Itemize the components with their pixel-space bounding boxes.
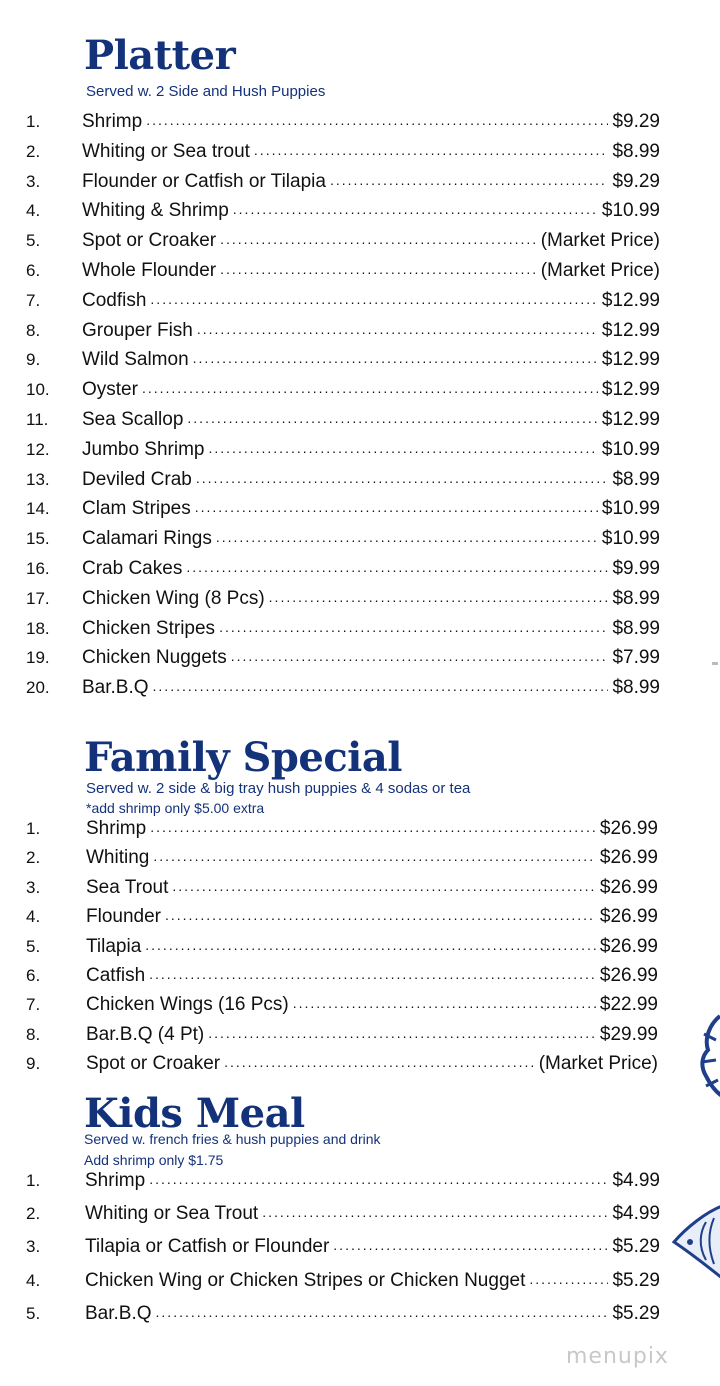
menu-item-row xyxy=(0,874,720,902)
item-name: Sea Trout xyxy=(86,876,169,898)
item-number: 9. xyxy=(26,1054,41,1074)
dot-leader xyxy=(187,409,597,431)
item-number: 17. xyxy=(26,588,50,608)
item-name: Flounder xyxy=(86,906,161,928)
item-name: Flounder or Catfish or Tilapia xyxy=(82,170,326,192)
dot-leader xyxy=(224,1053,535,1075)
item-name: Sea Scallop xyxy=(82,409,184,430)
dot-leader xyxy=(233,200,598,222)
section-title: Family Special xyxy=(84,734,402,781)
section-title: Kids Meal xyxy=(84,1090,305,1137)
item-name: Chicken Nuggets xyxy=(82,647,227,669)
item-name: Jumbo Shrimp xyxy=(82,438,205,460)
item-name: Bar.B.Q xyxy=(82,677,149,699)
item-number: 2. xyxy=(26,848,41,868)
item-number: 6. xyxy=(26,261,41,280)
dot-leader xyxy=(333,1236,608,1258)
watermark: menupix xyxy=(566,1344,669,1369)
item-price: $12.99 xyxy=(601,319,660,341)
dot-leader xyxy=(220,260,537,282)
item-name: Oyster xyxy=(82,379,138,401)
dot-leader xyxy=(262,1203,608,1225)
item-number: 12. xyxy=(26,439,50,459)
item-price: $10.99 xyxy=(601,528,660,550)
item-number: 1. xyxy=(26,1171,41,1190)
item-price: $26.99 xyxy=(599,876,658,898)
item-price: $7.99 xyxy=(612,647,660,669)
item-name: Chicken Wings (16 Pcs) xyxy=(86,994,289,1016)
dot-leader xyxy=(197,320,598,342)
item-number: 9. xyxy=(26,350,41,370)
menu-item-row xyxy=(0,1200,720,1228)
dot-leader xyxy=(293,994,596,1016)
item-price: $8.99 xyxy=(612,468,660,490)
item-number: 8. xyxy=(26,320,41,340)
item-name: Grouper Fish xyxy=(82,319,193,341)
item-price: $22.99 xyxy=(599,994,658,1016)
menu-item-row xyxy=(0,674,720,702)
crab-illustration xyxy=(682,1010,720,1100)
item-name: Clam Stripes xyxy=(82,498,191,520)
section-subtitle: Served w. french fries & hush puppies and drink xyxy=(84,1131,381,1147)
item-price: $12.99 xyxy=(601,379,660,401)
item-price: $10.99 xyxy=(601,438,660,460)
item-price: $10.99 xyxy=(601,200,660,222)
dot-leader xyxy=(156,1303,609,1325)
menu-item-row xyxy=(0,197,720,225)
item-price: $8.99 xyxy=(612,140,660,162)
item-price: $8.99 xyxy=(612,587,660,609)
item-price: $9.29 xyxy=(612,111,660,132)
item-number: 13. xyxy=(26,469,50,489)
item-number: 7. xyxy=(26,290,41,310)
item-price: (Market Price) xyxy=(540,260,660,281)
item-price: $26.99 xyxy=(599,965,658,986)
item-price: $12.99 xyxy=(601,409,660,430)
item-name: Whiting & Shrimp xyxy=(82,200,229,222)
item-price: $9.29 xyxy=(612,170,660,192)
item-price: $8.99 xyxy=(612,677,660,699)
item-number: 3. xyxy=(26,877,41,897)
dot-leader xyxy=(153,847,596,869)
item-number: 16. xyxy=(26,559,50,578)
dot-leader xyxy=(195,498,598,520)
section-subtitle-note: *add shrimp only $5.00 extra xyxy=(86,800,265,816)
dot-leader xyxy=(146,111,608,133)
menu-item-row xyxy=(0,227,720,255)
item-name: Codfish xyxy=(82,289,147,311)
fish-illustration xyxy=(666,1198,720,1288)
item-name: Chicken Wing or Chicken Stripes or Chicken Nugget xyxy=(85,1269,526,1291)
section-subtitle: Served w. 2 Side and Hush Puppies xyxy=(86,83,326,100)
menu-item-row xyxy=(0,933,720,961)
dot-leader xyxy=(172,877,595,899)
item-name: Shrimp xyxy=(85,1170,146,1191)
item-number: 1. xyxy=(26,819,41,838)
item-name: Chicken Stripes xyxy=(82,617,216,639)
item-number: 20. xyxy=(26,678,50,698)
item-name: Whiting xyxy=(86,847,150,869)
menu-item-row xyxy=(0,466,720,494)
item-name: Whiting or Sea trout xyxy=(82,140,250,162)
item-price: $29.99 xyxy=(599,1023,658,1045)
item-name: Chicken Wing (8 Pcs) xyxy=(82,587,265,609)
item-name: Wild Salmon xyxy=(82,349,189,371)
dot-leader xyxy=(254,141,609,163)
item-name: Spot or Croaker xyxy=(82,230,217,252)
item-number: 4. xyxy=(26,201,41,221)
item-number: 14. xyxy=(26,499,50,519)
menu-item-row xyxy=(0,257,720,285)
dot-leader xyxy=(220,230,537,252)
item-name: Whiting or Sea Trout xyxy=(85,1203,259,1225)
dot-leader xyxy=(219,618,608,640)
menu-item-row xyxy=(0,108,720,136)
dot-leader xyxy=(208,1024,596,1046)
dot-leader xyxy=(209,439,598,461)
menu-item-row xyxy=(0,168,720,196)
menu-item-row xyxy=(0,962,720,990)
menu-item-row xyxy=(0,815,720,843)
dot-leader xyxy=(142,379,598,401)
menu-item-row xyxy=(0,287,720,315)
menu-item-row xyxy=(0,138,720,166)
dot-leader xyxy=(153,677,609,699)
dot-leader xyxy=(231,647,609,669)
item-number: 10. xyxy=(26,380,50,400)
section-subtitle-note: Add shrimp only $1.75 xyxy=(84,1152,224,1168)
item-price: $9.99 xyxy=(612,558,660,579)
item-price: $8.99 xyxy=(612,617,660,639)
item-name: Catfish xyxy=(86,965,146,986)
item-name: Tilapia xyxy=(86,935,142,957)
item-price: $26.99 xyxy=(599,906,658,928)
item-name: Spot or Croaker xyxy=(86,1053,221,1075)
item-number: 1. xyxy=(26,112,41,131)
item-name: Crab Cakes xyxy=(82,558,183,579)
menu-item-row xyxy=(0,317,720,345)
item-name: Tilapia or Catfish or Flounder xyxy=(85,1236,330,1258)
item-number: 18. xyxy=(26,618,50,638)
item-price: $4.99 xyxy=(612,1170,660,1191)
dot-leader xyxy=(196,469,609,491)
menu-item-row xyxy=(0,1267,720,1295)
item-name: Calamari Rings xyxy=(82,528,212,550)
item-name: Deviled Crab xyxy=(82,468,192,490)
item-number: 11. xyxy=(26,410,49,429)
menu-item-row xyxy=(0,555,720,583)
dot-leader xyxy=(165,906,596,928)
menu-item-row xyxy=(0,406,720,434)
item-name: Whole Flounder xyxy=(82,260,217,281)
menu-item-row xyxy=(0,991,720,1019)
item-number: 4. xyxy=(26,907,41,927)
dot-leader xyxy=(529,1270,608,1292)
section-subtitle: Served w. 2 side & big tray hush puppies & 4 sodas or tea xyxy=(86,780,471,797)
item-number: 2. xyxy=(26,141,41,161)
menu-item-row xyxy=(0,1300,720,1328)
item-price: $12.99 xyxy=(601,349,660,371)
item-price: $12.99 xyxy=(601,289,660,311)
item-price: $5.29 xyxy=(612,1269,660,1291)
side-mark xyxy=(712,662,718,665)
item-number: 8. xyxy=(26,1024,41,1044)
item-name: Shrimp xyxy=(82,111,143,132)
dot-leader xyxy=(216,528,598,550)
dot-leader xyxy=(145,936,596,958)
dot-leader xyxy=(330,171,609,193)
dot-leader xyxy=(149,965,596,987)
item-price: $5.29 xyxy=(612,1236,660,1258)
menu-item-row xyxy=(0,644,720,672)
item-number: 5. xyxy=(26,936,41,956)
menu-item-row xyxy=(0,525,720,553)
section-title: Platter xyxy=(84,32,236,79)
menu-item-row xyxy=(0,1233,720,1261)
menu-item-row xyxy=(0,1167,720,1195)
item-name: Bar.B.Q xyxy=(85,1302,152,1324)
item-number: 15. xyxy=(26,529,50,549)
item-price: $10.99 xyxy=(601,498,660,520)
menu-item-row xyxy=(0,1021,720,1049)
dot-leader xyxy=(149,1170,608,1192)
dot-leader xyxy=(150,290,597,312)
item-number: 19. xyxy=(26,648,50,668)
item-number: 2. xyxy=(26,1204,41,1224)
item-name: Shrimp xyxy=(86,818,147,839)
menu-item-row xyxy=(0,436,720,464)
menu-item-row xyxy=(0,585,720,613)
menu-item-row xyxy=(0,376,720,404)
item-price: (Market Price) xyxy=(540,230,660,252)
item-price: $26.99 xyxy=(599,818,658,839)
menu-item-row xyxy=(0,495,720,523)
menu-item-row xyxy=(0,615,720,643)
dot-leader xyxy=(269,588,609,610)
item-price: $4.99 xyxy=(612,1203,660,1225)
item-number: 5. xyxy=(26,1303,41,1323)
item-number: 6. xyxy=(26,966,41,985)
item-number: 7. xyxy=(26,995,41,1015)
item-number: 5. xyxy=(26,231,41,251)
menu-item-row xyxy=(0,346,720,374)
item-number: 4. xyxy=(26,1270,41,1290)
menu-item-row xyxy=(0,903,720,931)
menu-item-row xyxy=(0,1050,720,1078)
dot-leader xyxy=(193,349,598,371)
item-price: $26.99 xyxy=(599,847,658,869)
item-price: $5.29 xyxy=(612,1302,660,1324)
menu-item-row xyxy=(0,844,720,872)
item-number: 3. xyxy=(26,1237,41,1257)
item-price: $26.99 xyxy=(599,935,658,957)
dot-leader xyxy=(150,818,596,840)
dot-leader xyxy=(186,558,608,580)
item-number: 3. xyxy=(26,171,41,191)
item-name: Bar.B.Q (4 Pt) xyxy=(86,1023,205,1045)
item-price: (Market Price) xyxy=(538,1053,658,1075)
